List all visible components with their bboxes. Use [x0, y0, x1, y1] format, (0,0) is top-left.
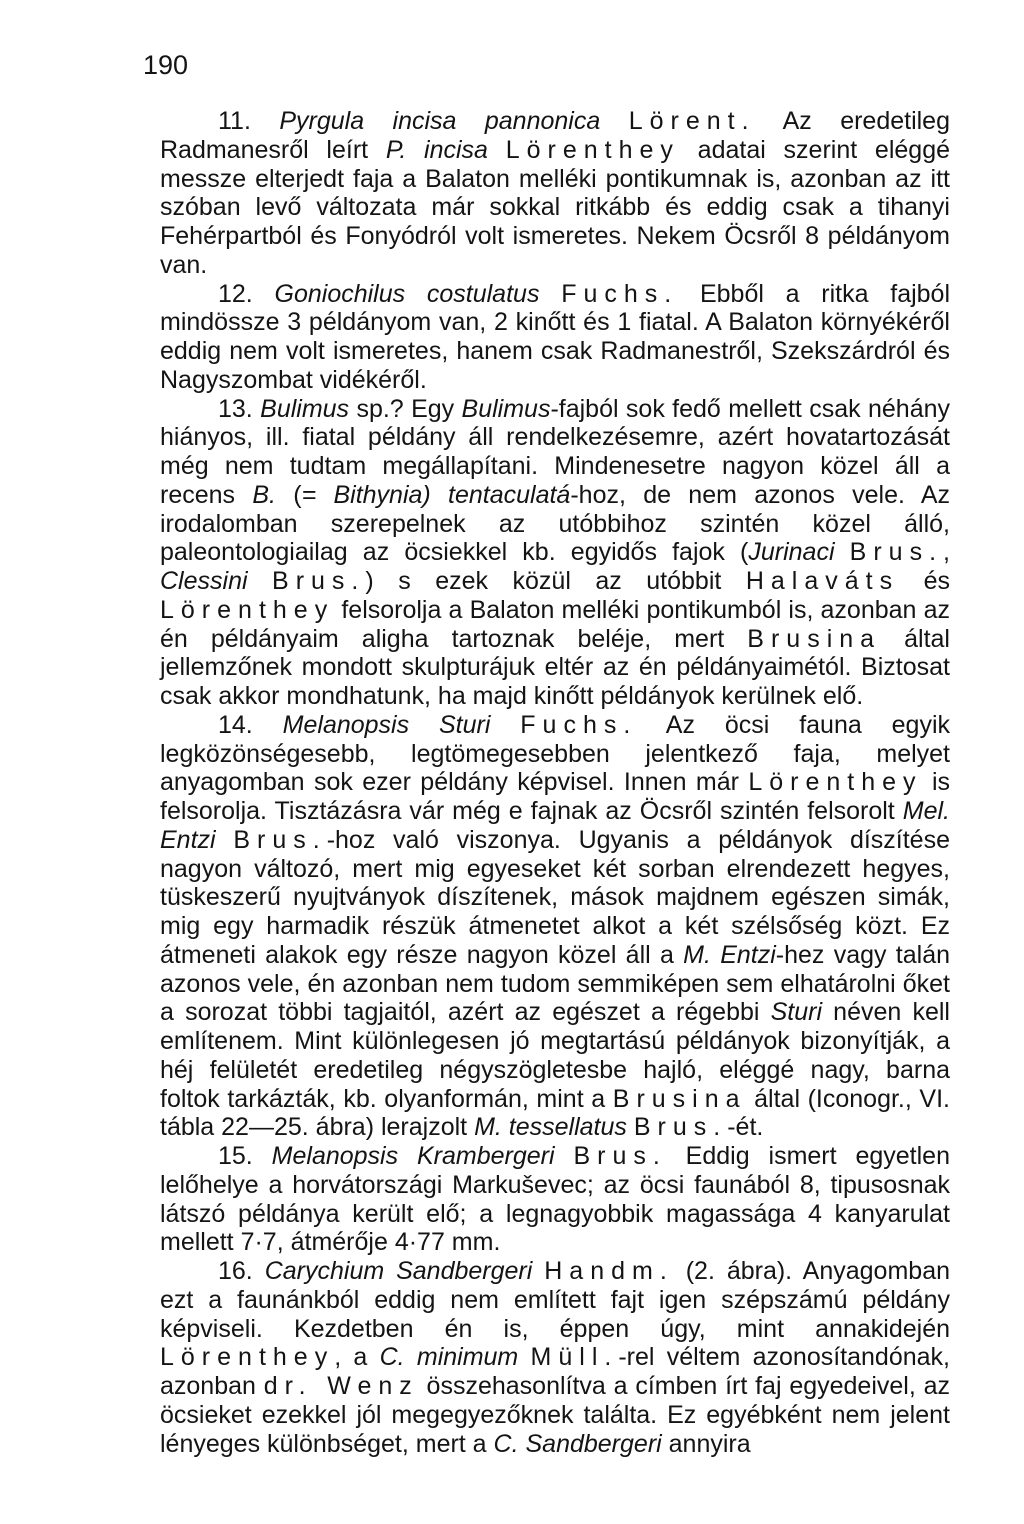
italic-text: C. minimum: [379, 1343, 519, 1372]
text-run: (: [275, 480, 302, 509]
text-run: , a: [334, 1343, 380, 1372]
author-name: dr. Wenz: [263, 1372, 419, 1400]
text-run: [488, 136, 506, 164]
text-run: -hez vagy talán azonos vele, én azonban nem tudom semmiképen sem elhatárolni őket a sorozat többi tagjaitól, azért az egészet a régebbi: [160, 940, 950, 1027]
text-run: Egy: [403, 394, 462, 423]
text-run: Ebből a ritka fajból mindössze 3 példányom van, 2 kinőtt és 1 fiatal. A Balaton környékéről eddig nem volt ismeretes, hanem csak Radmanestről, Szekszárdról és Nagyszombat vidékéről.: [160, 279, 951, 394]
taxon-name: Carychium Sandbergeri: [264, 1257, 533, 1285]
italic-text: Bulimus: [461, 394, 551, 423]
entry-number: 13.: [218, 394, 253, 423]
author-name: Lörenthey: [748, 768, 923, 797]
text-run: felsorolja a Balaton melléki pontikumból is, azonban az én példányaim aligha tartoznak beléje, mert: [160, 595, 950, 653]
text-run: [216, 826, 234, 854]
text-run: [627, 1113, 634, 1141]
text-run: Eddig ismert egyetlen lelőhelye a horvátországi Markuševec; az öcsi faunából 8, tipusosnak látszó példánya került elő; a legnagyobbik magassága 4 kanyarulat mellett 7·7, átmérője 4·77 mm.: [160, 1142, 950, 1257]
taxon-name: Melanopsis Krambergeri: [271, 1142, 555, 1170]
body-text: [160, 107, 950, 1458]
italic-text: = Bithynia) tentaculatá: [301, 480, 571, 509]
author-name: Lörenthey: [160, 595, 335, 624]
italic-text: C. Sandbergeri: [493, 1429, 662, 1458]
italic-text: M. Entzi: [683, 940, 776, 969]
taxon-name: Goniochilus costulatus: [274, 279, 540, 308]
entry-paragraph: [160, 1257, 950, 1458]
taxon-name: Pyrgula incisa pannonica: [279, 107, 601, 135]
entry-paragraph: [160, 107, 950, 280]
author-name: Lörenthey: [160, 1343, 335, 1372]
text-run: által jellemzőnek mondott skulpturájuk eltér az én példányaimétól. Biztosat csak akkor mondhatunk, ha majd kinőtt példányok kerülnek elő.: [160, 624, 950, 710]
taxon-name: Melanopsis Sturi: [282, 710, 491, 739]
text-run: [835, 538, 850, 566]
author-name: Brusina: [612, 1084, 747, 1113]
taxon-author: Handm.: [544, 1257, 674, 1285]
entry-number: 15.: [218, 1142, 253, 1170]
entry-paragraph: [160, 711, 950, 1142]
italic-text: P. incisa: [385, 135, 488, 164]
entry-number: 16.: [218, 1257, 253, 1285]
entry-paragraph: [160, 395, 950, 711]
entry-paragraph: [160, 1142, 950, 1257]
text-run: Az öcsi fauna egyik legközönségesebb, legtömegesebben jelentkező faja, melyet anyagomban sok ezer példány képvisel. Innen már: [160, 710, 950, 797]
text-run: -hoz való viszonya. Ugyanis a példányok díszítése nagyon változó, mert mig egyeseket két sorban elrendezett hegyes, tüskeszerű nyujtványok díszítenek, mások majdnem egészen simák, mig egy harmadik részük átmenetet alkot a két szélsőség közt. Ez átmeneti alakok egy része nagyon közel áll a: [160, 825, 950, 969]
author-name: Lörenthey: [505, 135, 680, 164]
author-name: Brus.: [233, 825, 327, 854]
text-run: -rel véltem azonosítandónak, azonban: [160, 1343, 950, 1400]
text-run: -fajból sok fedő mellett csak néhány hiányos, ill. fiatal példány áll rendelkezésemre, azért hovatartozását még nem tudtam megállapítani. Mindenesetre nagyon közel áll a recens: [160, 394, 950, 509]
author-name: Brus.: [849, 538, 944, 567]
italic-text: Jurinaci: [748, 538, 835, 567]
author-name: Halaváts: [745, 567, 900, 595]
author-name: Müll.: [530, 1343, 619, 1372]
text-run: is felsorolja. Tisztázásra vár még e fajnak az Öcsről szintén felsorolt: [160, 768, 950, 825]
page-number: 190: [143, 50, 189, 80]
author-name: Brus.: [272, 567, 366, 595]
taxon-author: Lörent.: [628, 107, 756, 135]
taxon-author: sp.?: [356, 394, 404, 423]
taxon-author: Brus.: [573, 1142, 667, 1170]
text-run: és: [899, 567, 950, 595]
text-run: ) s ezek közül az utóbbit: [365, 567, 746, 595]
text-run: ,: [943, 538, 950, 567]
text-run: [518, 1343, 530, 1371]
text-run: Az eredetileg Radmanesről leírt: [160, 107, 950, 164]
taxon-author: Fuchs.: [561, 279, 679, 308]
italic-text: Sturi: [770, 998, 823, 1027]
italic-text: Clessini: [160, 567, 248, 595]
taxon-author: Fuchs.: [520, 710, 638, 739]
text-run: [248, 567, 273, 595]
entry-number: 14.: [218, 710, 253, 739]
italic-text: B.: [252, 480, 276, 509]
author-name: Brusina: [747, 624, 882, 653]
entry-paragraph: [160, 280, 950, 395]
taxon-name: Bulimus: [260, 394, 350, 423]
text-run: adatai szerint eléggé messze elterjedt faja a Balaton melléki pontikumnak is, azonban az itt szóban levő változata már sokkal ritkább és eddig csak a tihanyi Fehérpartból és Fonyódról volt ismeretes. Nekem Öcsről 8 példányom van.: [160, 135, 951, 279]
text-run: által (Iconogr., VI. tábla 22—25. ábra) lerajzolt: [160, 1084, 950, 1142]
author-name: Brus.: [633, 1113, 728, 1142]
text-run: néven kell említenem. Mint különlegesen jó megtartású példányok bizonyítják, a héj felületét eredetileg négyszögletesbe hajló, eléggé nagy, barna foltok tarkázták, kb. olyanformán, mint a: [160, 998, 950, 1113]
entry-number: 11.: [218, 107, 251, 135]
text-run: -ét.: [727, 1113, 764, 1142]
text-run: összehasonlítva a címben írt faj egyedeivel, az öcsieket ezekkel jól megegyezőknek találta. Ez egyébként nem jelent lényeges különbséget, mert a: [160, 1372, 950, 1458]
text-run: annyira: [661, 1429, 751, 1458]
italic-text: Mel. Entzi: [160, 797, 950, 854]
italic-text: M. tessellatus: [474, 1113, 627, 1142]
text-run: -hoz, de nem azonos vele. Az irodalomban szerepelnek az utóbbihoz szintén közel álló, paleontologiailag az öcsiekkel kb. egyidős fajok (: [160, 480, 951, 567]
entry-number: 12.: [218, 279, 253, 308]
text-run: (2. ábra). Anyagomban ezt a faunánkból eddig nem említett fajt igen szépszámú példány képviseli. Kezdetben én is, éppen úgy, mint annakidején: [160, 1257, 951, 1343]
